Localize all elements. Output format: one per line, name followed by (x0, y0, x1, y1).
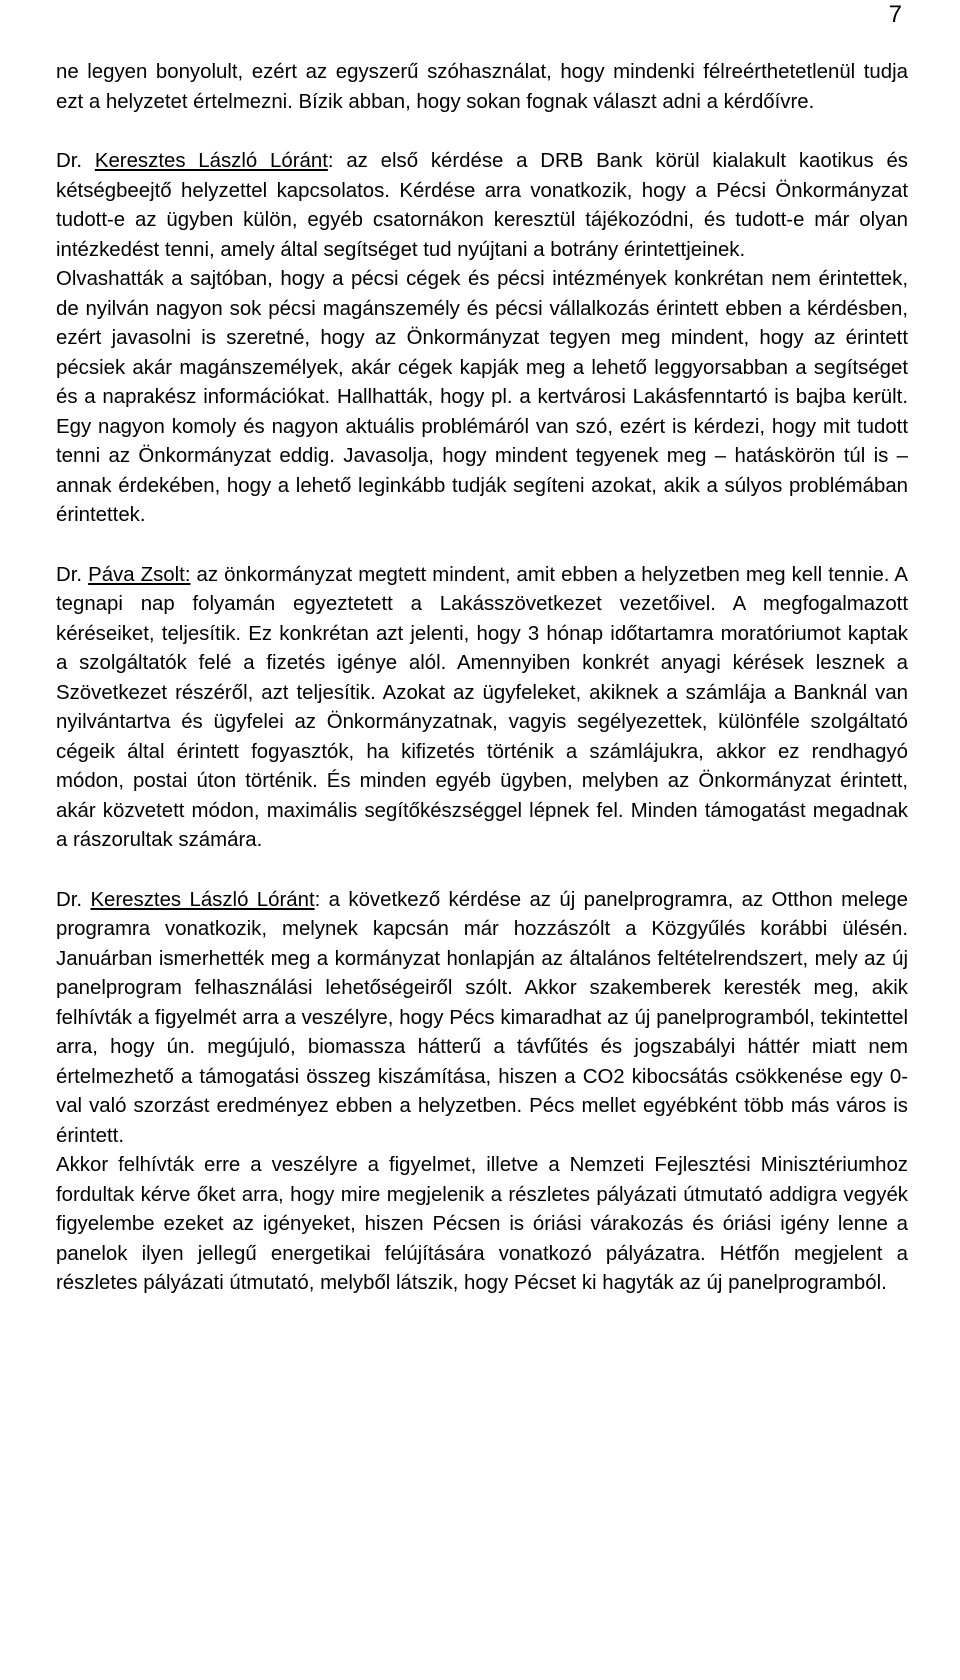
paragraph-2 (56, 147, 908, 265)
paragraph-3: Olvashatták a sajtóban, hogy a pécsi cégek és pécsi intézmények konkrétan nem érintettek, de nyilván nagyon sok pécsi magánszemély és pécsi vállalkozás érintett ebben a kérdésben, ezért javasolni is szeretné, hogy az Önkormányzat tegyen meg mindent, hogy az érintett pécsiek akár magánszemélyek, akár cégek kapják meg a lehető leggyorsabban a segítséget és a naprakész információkat. Hallhatták, hogy pl. a kertvárosi Lakásfenntartó is bajba került. Egy nagyon komoly és nagyon aktuális problémáról van szó, ezért is kérdezi, hogy mit tudott tenni az Önkormányzat eddig. Javasolja, hogy mindent tegyenek meg – hatáskörön túl is – annak érdekében, hogy a lehető leginkább tudják segíteni azokat, akik a súlyos problémában érintettek. (56, 268, 908, 526)
paragraph-gap (56, 117, 908, 147)
paragraph-gap (56, 531, 908, 561)
paragraph-6: Akkor felhívták erre a veszélyre a figyelmet, illetve a Nemzeti Fejlesztési Minisztériumhoz fordultak kérve őket arra, hogy mire megjelenik a részletes pályázati útmutató addigra vegyék figyelembe ezeket az igényeket, hiszen Pécsen is óriási várakozás és óriási igény lenne a panelok ilyen jellegű energetikai felújítására vonatkozó pályázatra. Hétfőn megjelent a részletes pályázati útmutató, melyből látszik, hogy Pécset ki hagyták az új panelprogramból. (56, 1154, 908, 1294)
speaker-separator: : (314, 888, 321, 911)
paragraph-5 (56, 886, 908, 1152)
speaker-name: Páva Zsolt: (88, 563, 191, 586)
speaker-name: Keresztes László Lóránt (90, 888, 315, 911)
paragraph-text: az első kérdése a DRB Bank körül kialakult kaotikus és kétségbeejtő helyzettel kapcsolatos. Kérdése arra vonatkozik, hogy a Pécsi Önkormányzat tudott-e az ügyben külön, egyéb csatornákon keresztül tájékozódni, és tudott-e már olyan intézkedést tenni, amely által segítséget tud nyújtani a botrány érintettjeinek. (56, 150, 908, 261)
speaker-title: Dr. (56, 150, 83, 172)
paragraph-text: a következő kérdése az új panelprogramra, az Otthon melege programra vonatkozik, melynek kapcsán már hozzászólt a Közgyűlés korábbi ülésén. Januárban ismerhették meg a kormányzat honlapján az általános feltételrendszert, mely az új panelprogram felhasználási lehetőségeiről szólt. Akkor szakemberek keresték meg, akik felhívták a figyelmét arra a veszélyre, hogy Pécs kimaradhat az új panelprogramból, tekintettel arra, hogy ún. megújuló, biomassza hátterű a távfűtés és jogszabályi háttér miatt nem értelmezhető a támogatási összeg kiszámítása, hiszen a CO2 kibocsátás csökkenése egy 0-val való szorzást eredményez ebben a helyzetben. Pécs mellet egyébként több más város is érintett. (56, 888, 908, 1147)
speaker-name: Keresztes László Lóránt (94, 150, 328, 172)
paragraph-4 (56, 561, 908, 856)
speaker-separator: : (327, 150, 334, 172)
paragraph-gap (56, 856, 908, 886)
speaker-title: Dr. (56, 563, 83, 586)
document-body (56, 58, 908, 1299)
paragraph-text: az önkormányzat megtett mindent, amit ebben a helyzetben meg kell tennie. A tegnapi nap folyamán egyeztetett a Lakásszövetkezet vezetőivel. A megfogalmazott kéréseiket, teljesítik. Ez konkrétan azt jelenti, hogy 3 hónap időtartamra moratóriumot kaptak a szolgáltatók felé a fizetés igénye alól. Amennyiben konkrét anyagi kérések lesznek a Szövetkezet részéről, azt teljesítik. Azokat az ügyfeleket, akiknek a számlája a Banknál van nyilvántartva és ügyfelei az Önkormányzatnak, vagyis segélyezettek, különféle szolgáltató cégeik által érintett fogyasztók, ha kifizetés történik a számlájukra, akkor ez rendhagyó módon, postai úton történik. És minden egyéb ügyben, melyben az Önkormányzat érintett, akár közvetett módon, maximális segítőkészséggel lépnek fel. Minden támogatást megadnak a rászorultak számára. (56, 563, 908, 851)
paragraph-1: ne legyen bonyolult, ezért az egyszerű szóhasználat, hogy mindenki félreérthetetlenül tudja ezt a helyzetet értelmezni. Bízik abban, hogy sokan fognak választ adni a kérdőívre. (56, 61, 908, 113)
speaker-title: Dr. (56, 888, 83, 911)
page-number: 7 (888, 1, 902, 28)
